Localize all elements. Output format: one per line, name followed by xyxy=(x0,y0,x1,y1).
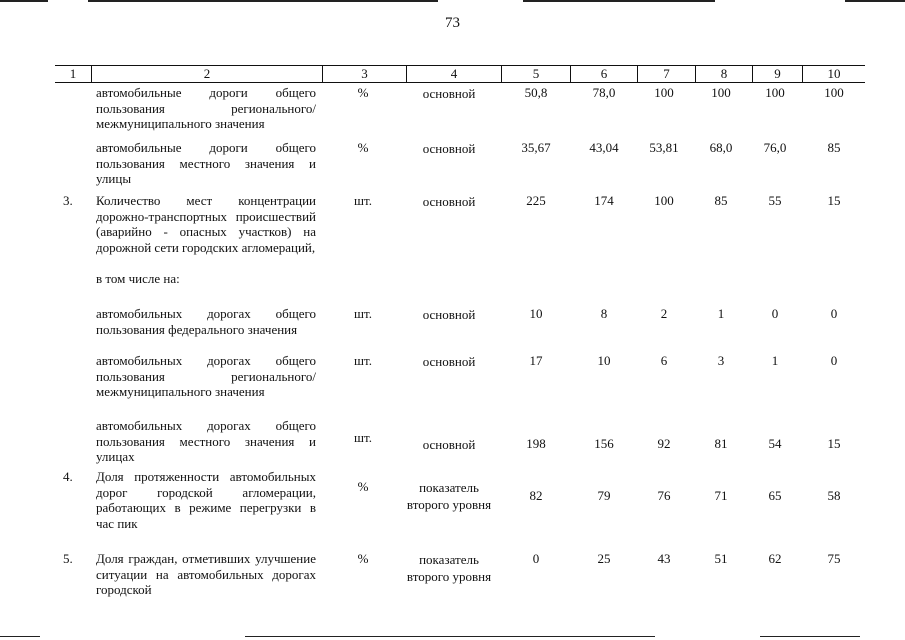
value-col10: 58 xyxy=(827,488,841,503)
value-col7: 100 xyxy=(654,85,674,100)
value-col8: 3 xyxy=(717,353,725,368)
value-col7: 92 xyxy=(657,436,671,451)
value-col10: 75 xyxy=(827,551,841,566)
value-col7: 6 xyxy=(660,353,668,368)
value-col5: 35,67 xyxy=(521,140,551,155)
value-col6: 156 xyxy=(594,436,614,451)
indicator-name: автомобильных дорогах общего пользования регионального/ межмуниципального значения xyxy=(96,353,316,399)
header-cell: 1 xyxy=(69,66,77,81)
value-col8: 51 xyxy=(714,551,728,566)
indicator-name: автомобильные дороги общего пользования местного значения и улицы xyxy=(96,140,316,186)
value-col9: 100 xyxy=(765,85,785,100)
value-col6: 79 xyxy=(597,488,611,503)
unit: шт. xyxy=(354,430,372,445)
header-cell: 6 xyxy=(570,66,637,82)
value-col8: 68,0 xyxy=(709,140,733,155)
value-col5: 198 xyxy=(526,436,546,451)
header-cell: 5 xyxy=(501,66,570,82)
value-col9: 55 xyxy=(768,193,782,208)
value-col6: 78,0 xyxy=(592,85,616,100)
value-col6: 25 xyxy=(597,551,611,566)
value-col9: 65 xyxy=(768,488,782,503)
indicator-name: автомобильные дороги общего пользования регионального/ межмуниципального значения xyxy=(96,85,316,131)
top-edge-line xyxy=(523,0,715,2)
indicator-name: автомобильных дорогах общего пользования федерального значения xyxy=(96,306,316,337)
header-cell: 8 xyxy=(695,66,752,82)
indicator-type: основной xyxy=(422,86,476,101)
top-edge-line xyxy=(0,0,48,2)
value-col7: 2 xyxy=(660,306,668,321)
value-col9: 1 xyxy=(771,353,779,368)
header-cell: 3 xyxy=(322,66,406,82)
page-number: 73 xyxy=(445,15,460,31)
indicator-type: основной xyxy=(422,354,476,369)
value-col10: 0 xyxy=(830,306,838,321)
value-col8: 100 xyxy=(711,85,731,100)
value-col10: 15 xyxy=(827,436,841,451)
indicator-type: показатель второго уровня xyxy=(406,480,492,512)
value-col9: 76,0 xyxy=(763,140,787,155)
value-col6: 43,04 xyxy=(589,140,619,155)
unit: шт. xyxy=(354,306,372,321)
value-col6: 10 xyxy=(597,353,611,368)
top-edge-line xyxy=(88,0,438,2)
row-number: 3. xyxy=(63,193,73,208)
indicator-name-continuation: в том числе на: xyxy=(96,271,180,286)
unit: % xyxy=(357,85,369,100)
value-col7: 76 xyxy=(657,488,671,503)
indicator-name: Количество мест концентрации дорожно-транспортных происшествий (аварийно - опасных участков) на дорожной сети городских агломераций, xyxy=(96,193,316,255)
header-cell: 7 xyxy=(637,66,695,82)
indicator-name: автомобильных дорогах общего пользования местного значения и улицах xyxy=(96,418,316,464)
indicator-type: показатель второго уровня xyxy=(406,552,492,584)
value-col6: 8 xyxy=(600,306,608,321)
value-col9: 62 xyxy=(768,551,782,566)
value-col9: 0 xyxy=(771,306,779,321)
value-col7: 53,81 xyxy=(649,140,679,155)
unit: шт. xyxy=(354,353,372,368)
value-col10: 15 xyxy=(827,193,841,208)
value-col7: 43 xyxy=(657,551,671,566)
value-col10: 100 xyxy=(824,85,844,100)
value-col5: 0 xyxy=(532,551,540,566)
header-cell: 10 xyxy=(802,66,865,82)
indicator-name: Доля протяженности автомобильных дорог городской агломерации, работающих в режиме перегрузки в час пик xyxy=(96,469,316,531)
indicator-type: основной xyxy=(422,141,476,156)
value-col10: 0 xyxy=(830,353,838,368)
value-col10: 85 xyxy=(827,140,841,155)
top-edge-line xyxy=(845,0,905,2)
bottom-edge-line xyxy=(245,636,655,637)
value-col5: 10 xyxy=(529,306,543,321)
value-col6: 174 xyxy=(594,193,614,208)
value-col8: 85 xyxy=(714,193,728,208)
bottom-edge-line xyxy=(760,636,860,637)
header-cell: 9 xyxy=(752,66,802,82)
value-col5: 50,8 xyxy=(524,85,548,100)
indicator-type: основной xyxy=(422,437,476,452)
value-col9: 54 xyxy=(768,436,782,451)
bottom-edge-line xyxy=(0,636,40,637)
value-col8: 81 xyxy=(714,436,728,451)
value-col7: 100 xyxy=(654,193,674,208)
value-col5: 17 xyxy=(529,353,543,368)
header-cell: 4 xyxy=(406,66,501,82)
row-number: 5. xyxy=(63,551,73,566)
indicator-name: Доля граждан, отметивших улучшение ситуации на автомобильных дорогах городской xyxy=(96,551,316,597)
value-col8: 71 xyxy=(714,488,728,503)
value-col5: 225 xyxy=(526,193,546,208)
unit: % xyxy=(357,479,369,494)
table-header-row xyxy=(55,65,865,83)
row-number: 4. xyxy=(63,469,73,484)
indicator-type: основной xyxy=(422,307,476,322)
unit: % xyxy=(357,551,369,566)
indicator-type: основной xyxy=(422,194,476,209)
unit: шт. xyxy=(354,193,372,208)
header-cell: 2 xyxy=(91,66,322,82)
value-col5: 82 xyxy=(529,488,543,503)
unit: % xyxy=(357,140,369,155)
value-col8: 1 xyxy=(717,306,725,321)
